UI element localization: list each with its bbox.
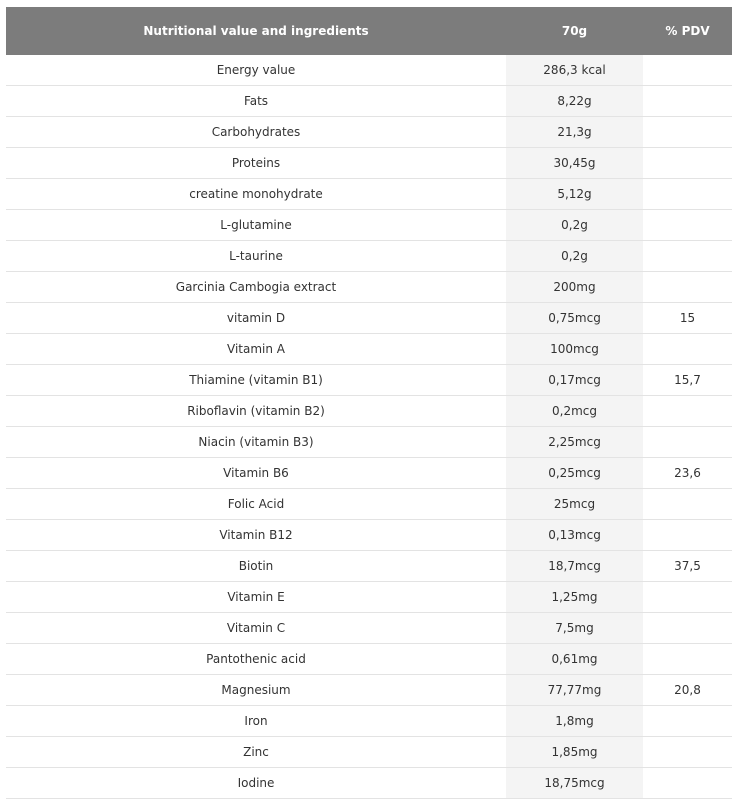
- ingredient-pdv: [643, 737, 732, 768]
- ingredient-pdv: [643, 334, 732, 365]
- ingredient-name: Energy value: [6, 55, 506, 86]
- ingredient-amount: 0,25mcg: [506, 458, 643, 489]
- ingredient-amount: 0,13mcg: [506, 520, 643, 551]
- ingredient-name: Vitamin A: [6, 334, 506, 365]
- ingredient-amount: 21,3g: [506, 117, 643, 148]
- ingredient-pdv: [643, 644, 732, 675]
- table-row: [6, 241, 732, 272]
- table-row: [6, 644, 732, 675]
- ingredient-amount: 5,12g: [506, 179, 643, 210]
- nutrition-table-container: [6, 7, 732, 799]
- ingredient-name: Magnesium: [6, 675, 506, 706]
- ingredient-pdv: [643, 117, 732, 148]
- ingredient-name: L-glutamine: [6, 210, 506, 241]
- ingredient-amount: 1,8mg: [506, 706, 643, 737]
- ingredient-amount: 8,22g: [506, 86, 643, 117]
- ingredient-name: Iron: [6, 706, 506, 737]
- ingredient-amount: 30,45g: [506, 148, 643, 179]
- ingredient-name: Proteins: [6, 148, 506, 179]
- ingredient-amount: 25mcg: [506, 489, 643, 520]
- table-row: [6, 303, 732, 334]
- table-row: [6, 272, 732, 303]
- header-row: [6, 7, 732, 55]
- ingredient-name: L-taurine: [6, 241, 506, 272]
- ingredient-amount: 77,77mg: [506, 675, 643, 706]
- ingredient-amount: 1,25mg: [506, 582, 643, 613]
- table-row: [6, 706, 732, 737]
- ingredient-pdv: [643, 179, 732, 210]
- ingredient-name: Vitamin C: [6, 613, 506, 644]
- ingredient-pdv: [643, 86, 732, 117]
- table-row: [6, 334, 732, 365]
- ingredient-pdv: 37,5: [643, 551, 732, 582]
- ingredient-amount: 0,2mcg: [506, 396, 643, 427]
- nutrition-table: [6, 7, 732, 799]
- ingredient-name: Folic Acid: [6, 489, 506, 520]
- ingredient-amount: 0,2g: [506, 210, 643, 241]
- ingredient-pdv: [643, 427, 732, 458]
- ingredient-amount: 7,5mg: [506, 613, 643, 644]
- ingredient-pdv: [643, 768, 732, 799]
- table-body: [6, 55, 732, 799]
- table-row: [6, 148, 732, 179]
- ingredient-amount: 0,2g: [506, 241, 643, 272]
- ingredient-pdv: [643, 706, 732, 737]
- table-row: [6, 365, 732, 396]
- ingredient-pdv: [643, 520, 732, 551]
- ingredient-name: Niacin (vitamin B3): [6, 427, 506, 458]
- ingredient-name: Pantothenic acid: [6, 644, 506, 675]
- table-row: [6, 768, 732, 799]
- ingredient-name: vitamin D: [6, 303, 506, 334]
- ingredient-pdv: [643, 489, 732, 520]
- ingredient-amount: 286,3 kcal: [506, 55, 643, 86]
- ingredient-pdv: [643, 272, 732, 303]
- ingredient-amount: 18,7mcg: [506, 551, 643, 582]
- ingredient-amount: 200mg: [506, 272, 643, 303]
- ingredient-pdv: [643, 210, 732, 241]
- ingredient-pdv: [643, 55, 732, 86]
- table-row: [6, 55, 732, 86]
- table-row: [6, 427, 732, 458]
- ingredient-name: Riboflavin (vitamin B2): [6, 396, 506, 427]
- ingredient-pdv: [643, 613, 732, 644]
- table-row: [6, 210, 732, 241]
- table-row: [6, 117, 732, 148]
- ingredient-pdv: [643, 396, 732, 427]
- table-row: [6, 520, 732, 551]
- header-name: Nutritional value and ingredients: [6, 7, 506, 55]
- table-row: [6, 458, 732, 489]
- ingredient-name: Iodine: [6, 768, 506, 799]
- ingredient-pdv: [643, 582, 732, 613]
- ingredient-amount: 1,85mg: [506, 737, 643, 768]
- header-pdv: % PDV: [643, 7, 732, 55]
- ingredient-name: Vitamin E: [6, 582, 506, 613]
- ingredient-name: Vitamin B12: [6, 520, 506, 551]
- table-row: [6, 86, 732, 117]
- header-amount: 70g: [506, 7, 643, 55]
- ingredient-pdv: [643, 241, 732, 272]
- ingredient-name: Fats: [6, 86, 506, 117]
- ingredient-name: Vitamin B6: [6, 458, 506, 489]
- table-row: [6, 675, 732, 706]
- table-row: [6, 551, 732, 582]
- table-row: [6, 613, 732, 644]
- ingredient-pdv: [643, 148, 732, 179]
- table-row: [6, 179, 732, 210]
- table-row: [6, 737, 732, 768]
- ingredient-pdv: 20,8: [643, 675, 732, 706]
- ingredient-name: Carbohydrates: [6, 117, 506, 148]
- ingredient-amount: 2,25mcg: [506, 427, 643, 458]
- ingredient-pdv: 15,7: [643, 365, 732, 396]
- ingredient-name: Zinc: [6, 737, 506, 768]
- ingredient-amount: 0,17mcg: [506, 365, 643, 396]
- ingredient-amount: 100mcg: [506, 334, 643, 365]
- ingredient-amount: 18,75mcg: [506, 768, 643, 799]
- ingredient-name: Thiamine (vitamin B1): [6, 365, 506, 396]
- ingredient-pdv: 23,6: [643, 458, 732, 489]
- ingredient-name: Biotin: [6, 551, 506, 582]
- table-row: [6, 396, 732, 427]
- ingredient-pdv: 15: [643, 303, 732, 334]
- table-row: [6, 582, 732, 613]
- table-row: [6, 489, 732, 520]
- ingredient-amount: 0,75mcg: [506, 303, 643, 334]
- ingredient-name: creatine monohydrate: [6, 179, 506, 210]
- ingredient-name: Garcinia Cambogia extract: [6, 272, 506, 303]
- table-header: [6, 7, 732, 55]
- ingredient-amount: 0,61mg: [506, 644, 643, 675]
